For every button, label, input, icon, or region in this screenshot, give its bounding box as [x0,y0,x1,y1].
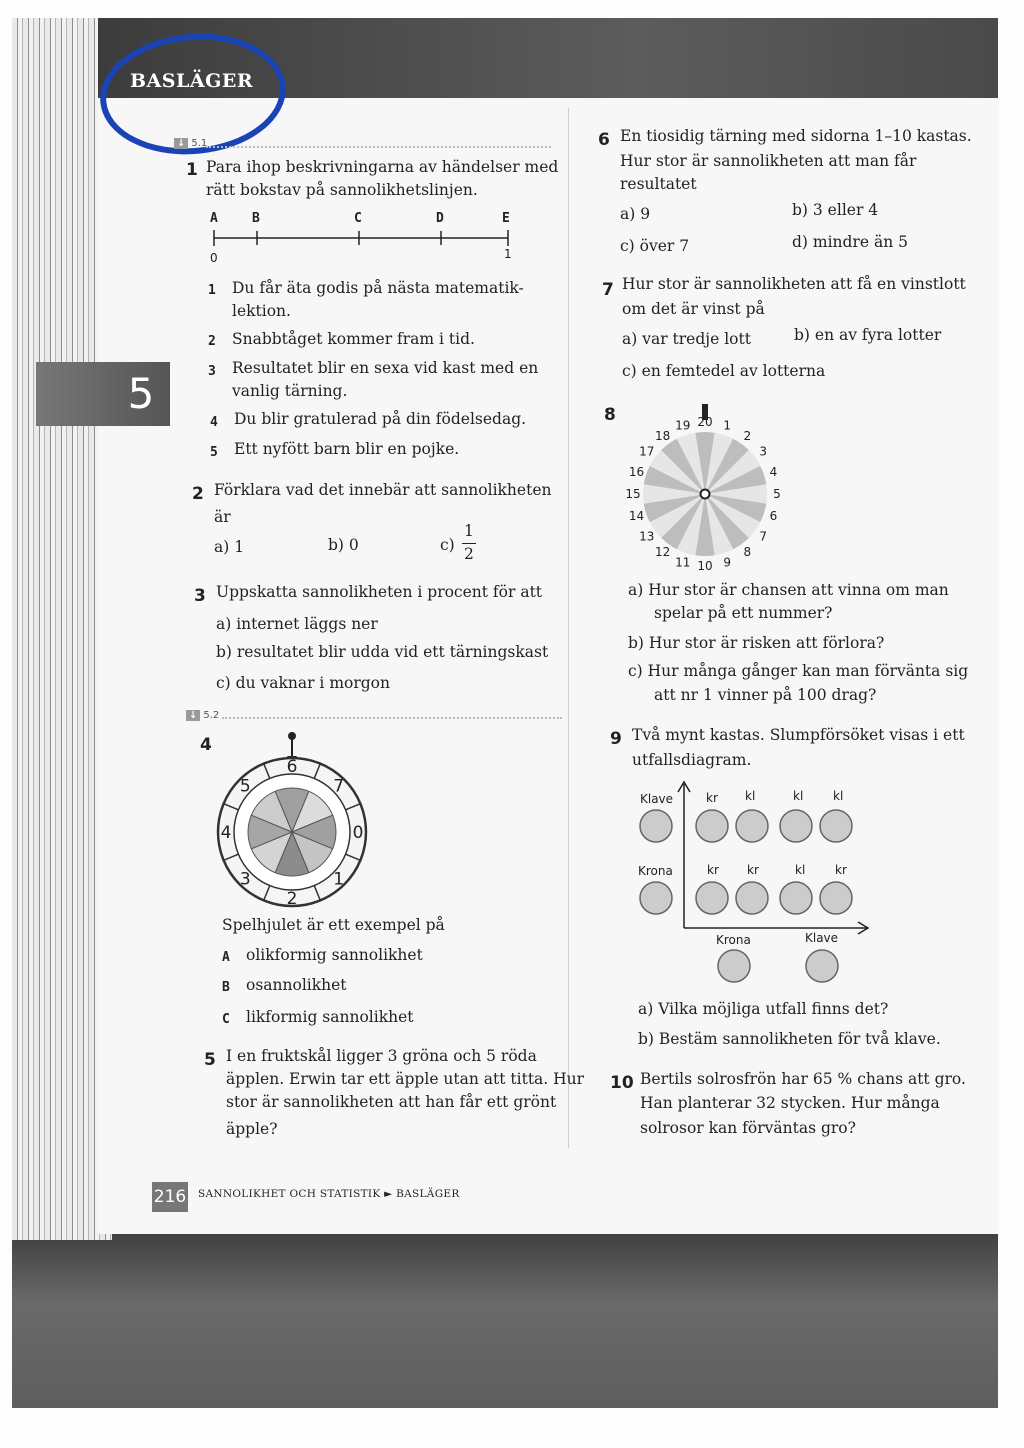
column-divider [568,108,569,1148]
page-number: 216 [152,1182,188,1212]
page-edges [12,18,112,1240]
q4-number: 4 [200,735,212,755]
q3-option-c: c) du vaknar i morgon [216,674,390,692]
q8-option-b: b) Hur stor är risken att förlora? [628,634,885,652]
top-coin-label: kl [833,789,844,803]
bottom-coin-label: kr [707,863,719,877]
event-text-cont: lektion. [232,302,291,320]
outcome-diagram-axes [600,778,880,988]
wheel-number: 7 [759,529,768,544]
wheel-number: 11 [675,555,691,570]
q6-option-d: d) mindre än 5 [792,233,908,251]
q10-number: 10 [610,1073,634,1093]
x-label-right: Klave [805,931,839,945]
q8-option-c-line1: c) Hur många gånger kan man förvänta sig [628,662,969,680]
q2-text-line1: Förklara vad det innebär att sannolikheten [214,481,552,499]
event-text: Du blir gratulerad på din födelsedag. [234,410,527,428]
q6-line1: En tiosidig tärning med sidorna 1–10 kastas. [620,127,972,145]
section-dots-1 [206,146,551,148]
wheel-number: 0 [352,823,364,843]
wheel-number: 2 [743,428,752,443]
q6-option-a: a) 9 [620,205,651,223]
line-start-label: 0 [210,251,218,265]
line-letter-c: C [354,211,362,226]
q6-number: 6 [598,130,610,150]
q1-text-line1: Para ihop beskrivningarna av händelser med [206,158,559,176]
line-letter-e: E [502,211,510,226]
top-coin-label: kl [745,789,756,803]
q1-text-line2: rätt bokstav på sannolikhetslinjen. [206,181,478,199]
q3-option-b: b) resultatet blir udda vid ett tärningskast [216,643,549,661]
chapter-number: 5 [127,369,155,418]
event-number: 1 [208,283,216,298]
q2-number: 2 [192,484,204,504]
q9-line2: utfallsdiagram. [632,751,752,769]
coin-icons [640,810,852,982]
scan-bottom-area [12,1232,998,1408]
x-label-left: Krona [716,933,751,947]
q2-fraction-numerator: 1 [464,522,474,540]
q5-number: 5 [204,1050,216,1070]
q9-option-b: b) Bestäm sannolikheten för två klave. [638,1030,941,1048]
q2-text-line2: är [214,508,231,526]
q9-line1: Två mynt kastas. Slumpförsöket visas i ett [632,726,965,744]
wheel-number: 16 [628,464,645,479]
q10-line1: Bertils solrosfrön har 65 % chans att gro. [640,1070,966,1088]
y-label-top: Klave [640,792,674,806]
wheel-number: 8 [743,545,752,560]
event-text: Snabbtåget kommer fram i tid. [232,330,475,348]
q7-line2: om det är vinst på [622,300,765,318]
q6-line3: resultatet [620,175,697,193]
wheel-number: 13 [639,529,655,544]
top-coin-label: kl [793,789,804,803]
q7-option-b: b) en av fyra lotter [794,326,942,344]
line-letter-d: D [436,211,444,226]
q5-line2: äpplen. Erwin tar ett äpple utan att titta. Hur [226,1070,585,1088]
wheel-number: 1 [333,869,345,890]
line-letter-a: A [210,211,218,226]
q4-option-text: osannolikhet [246,976,347,994]
wheel-number: 19 [675,418,691,433]
q5-line4: äpple? [226,1120,278,1138]
q9-option-a: a) Vilka möjliga utfall finns det? [638,1000,889,1018]
q4-option-text: likformig sannolikhet [246,1008,414,1026]
wheel-number: 20 [697,415,713,429]
q2-option-a: a) 1 [214,538,245,556]
wheel-number: 10 [697,559,713,573]
q4-text: Spelhjulet är ett exempel på [222,916,445,934]
q5-line3: stor är sannolikheten att han får ett grönt [226,1093,557,1111]
wheel-number: 7 [333,776,345,797]
q5-line1: I en fruktskål ligger 3 gröna och 5 röda [226,1047,537,1065]
event-number: 2 [208,334,216,349]
event-text: Resultatet blir en sexa vid kast med en [232,359,539,377]
q4-option-letter: A [222,950,230,965]
q7-number: 7 [602,280,614,300]
footer-running-title: SANNOLIKHET OCH STATISTIK ► BASLÄGER [198,1188,460,1200]
q6-line2: Hur stor är sannolikheten att man får [620,152,917,170]
q10-line2: Han planterar 32 stycken. Hur många [640,1094,940,1112]
wheel-number: 17 [639,444,655,459]
q6-option-b: b) 3 eller 4 [792,201,879,219]
q4-option-text: olikformig sannolikhet [246,946,423,964]
q6-option-c: c) över 7 [620,237,690,255]
q9-number: 9 [610,729,622,749]
q8-option-c-line2: att nr 1 vinner på 100 drag? [654,686,877,704]
wheel-number: 4 [220,823,232,843]
bottom-coin-label: kl [795,863,806,877]
q4-option-letter: B [222,980,230,995]
wheel-number: 15 [625,487,641,501]
event-text-cont: vanlig tärning. [232,382,348,400]
wheel-number: 14 [628,509,645,524]
q4-spinner-wheel [210,730,380,910]
event-text: Du får äta godis på nästa matematik- [232,279,524,297]
y-label-bottom: Krona [638,864,673,878]
q8-option-a-line2: spelar på ett nummer? [654,604,833,622]
q3-option-a: a) internet läggs ner [216,615,378,633]
event-number: 4 [210,415,218,430]
section-marker-1: ↓ 5.1 [174,138,207,149]
q8-number: 8 [604,405,616,425]
wheel-number: 18 [655,428,671,443]
wheel-number: 3 [239,869,251,890]
wheel-number: 2 [286,889,298,909]
bottom-coin-label: kr [835,863,847,877]
q10-line3: solrosor kan förväntas gro? [640,1119,856,1137]
q1-number: 1 [186,160,198,180]
q2-option-c: c) [440,536,455,554]
bottom-coin-label: kr [747,863,759,877]
wheel-number: 5 [239,776,251,797]
wheel-number: 6 [286,757,298,777]
event-text: Ett nyfött barn blir en pojke. [234,440,460,458]
probability-line-axis [210,228,512,250]
q2-option-b: b) 0 [328,536,359,554]
page-title: BASLÄGER [130,70,254,92]
wheel-number: 1 [723,418,732,433]
line-end-label: 1 [504,247,512,261]
wheel-number: 9 [723,555,732,570]
wheel-number: 4 [769,464,778,479]
q3-number: 3 [194,586,206,606]
top-coin-label: kr [706,791,718,805]
q7-line1: Hur stor är sannolikheten att få en vinstlott [622,275,966,293]
q4-option-letter: C [222,1012,230,1027]
q8-option-a-line1: a) Hur stor är chansen att vinna om man [628,581,949,599]
q7-option-c: c) en femtedel av lotterna [622,362,826,380]
event-number: 5 [210,445,218,460]
q7-option-a: a) var tredje lott [622,330,751,348]
wheel-number: 3 [759,444,768,459]
wheel-number: 12 [655,545,671,560]
wheel-number: 5 [773,487,781,501]
section-marker-2: ↓ 5.2 [186,710,219,721]
line-letter-b: B [252,211,260,226]
section-dots-2 [222,717,562,719]
q2-fraction-denominator: 2 [464,545,474,563]
q3-text: Uppskatta sannolikheten i procent för att [216,583,543,601]
event-number: 3 [208,364,216,379]
q8-spinner-wheel [618,400,798,580]
wheel-number: 6 [769,509,778,524]
